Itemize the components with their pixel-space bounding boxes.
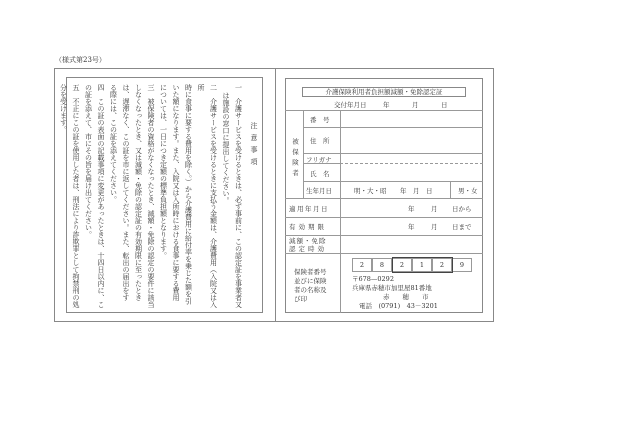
address-label: 住 所 <box>310 137 330 145</box>
insurer-digit: 2 <box>432 258 452 272</box>
insurer-digit: 9 <box>452 258 472 272</box>
insurer-digit: 8 <box>372 258 392 272</box>
insurer-digit: 2 <box>392 258 412 272</box>
valid-period-label: 有効期限 <box>289 223 327 231</box>
row-line <box>285 217 483 218</box>
birth-ymd: 年 月 日 <box>400 187 433 195</box>
row-line <box>303 153 483 154</box>
insurer-label-line: 保険者番号 <box>294 268 327 276</box>
insurer-digit: 1 <box>412 258 432 272</box>
card-title: 介護保険利用者負担額減額・免除認定証 <box>302 87 466 97</box>
note-line: 時に食事に要する費用を除く。）から介護費用に給付率を乗じた額を引 <box>184 84 193 305</box>
note-line: この証の表面の記載事項に変更があったときは、十四日以内に、こ <box>97 98 105 308</box>
note-line: る際には、この証を添えてください。 <box>109 84 118 203</box>
birthdate-label: 生年月日 <box>306 187 332 195</box>
notes-section <box>59 84 260 310</box>
row-line <box>303 127 483 128</box>
furigana-label: フリガナ <box>306 156 332 164</box>
apply-from: 日から <box>452 205 472 213</box>
issue-date-label: 交付年月日 <box>334 101 367 109</box>
apply-month: 月 <box>431 205 438 213</box>
insurer-address: 兵庫県赤穂市加里屋81番地 <box>352 284 432 292</box>
era-options: 明・大・昭 <box>354 187 387 195</box>
col-line <box>450 181 451 198</box>
note-number: 二 <box>209 84 218 91</box>
insurer-label-line: 並びに保険 <box>294 277 327 285</box>
insurer-phone: 電話 (0791) 43－3201 <box>359 302 438 310</box>
notes-title: 注意事項 <box>250 122 258 170</box>
name-label: 氏 名 <box>310 170 330 178</box>
note-number: 一 <box>234 84 243 91</box>
valid-until: 日まで <box>452 223 472 231</box>
issue-month: 月 <box>412 101 419 109</box>
note-line: 被保険者の資格がなくなったとき、減額・免除の認定の要件に該当 <box>147 98 155 308</box>
insurer-label-line: び印 <box>294 295 307 303</box>
note-line: 不正にこの証を使用した者は、刑法により詐欺罪として拘禁刑の処 <box>72 98 80 308</box>
insured-label: 被保険者 <box>291 138 299 180</box>
row-line <box>285 198 483 199</box>
note-line: 分を受けます。 <box>59 84 68 133</box>
valid-year: 年 <box>408 223 415 231</box>
valid-month: 月 <box>431 223 438 231</box>
col-line <box>303 110 304 198</box>
row-line-dashed <box>340 163 483 164</box>
apply-year: 年 <box>408 205 415 213</box>
issue-year: 年 <box>383 101 390 109</box>
note-line: 介護サービスを受けるときは、必ず事前に、この認定証を事業者又 <box>234 98 243 308</box>
reduction-label-1: 減額・免除 <box>289 237 327 245</box>
note-line: しなくなったとき、又は減額・免除の認定証の有効期限に至ったとき <box>134 84 143 301</box>
note-line: の証を添えて、市にその旨を届け出てください。 <box>84 84 93 238</box>
note-number: 三 <box>147 84 155 91</box>
insurer-name: 赤 穂 市 <box>383 293 429 301</box>
note-number: 四 <box>97 84 105 91</box>
postal-code: 〒678—0292 <box>352 275 394 283</box>
form-number: （様式第23号） <box>55 56 106 64</box>
issue-day: 日 <box>441 101 448 109</box>
col-line <box>340 110 341 313</box>
note-line: については、一日につき定額の標準負担額となります。 <box>159 84 168 259</box>
row-line <box>303 181 483 182</box>
note-line: は施設の窓口に提出してください。 <box>222 92 230 204</box>
note-line: いた額になります。また、入院又は入所時における食事に要する費用 <box>172 84 180 301</box>
sex-options: 男・女 <box>458 187 478 195</box>
number-label: 番 号 <box>310 116 330 124</box>
insurer-digit: 2 <box>352 258 372 272</box>
insurer-digits-highlight <box>392 257 453 273</box>
fold-divider <box>275 68 276 322</box>
row-line <box>285 110 483 111</box>
row-line <box>285 253 483 254</box>
apply-date-label: 適用年月日 <box>289 205 329 213</box>
reduction-label-2: 認定時効 <box>289 245 327 253</box>
insurer-label-line: 者の名称及 <box>294 286 327 294</box>
note-number: 五 <box>72 84 80 91</box>
note-line: は、遅滞なく、この証を市に返してください。また、転出の届出をす <box>122 84 130 301</box>
note-line: 介護サービスを受けるときに支払う金額は、介護費用（入院又は入所 <box>197 84 218 308</box>
